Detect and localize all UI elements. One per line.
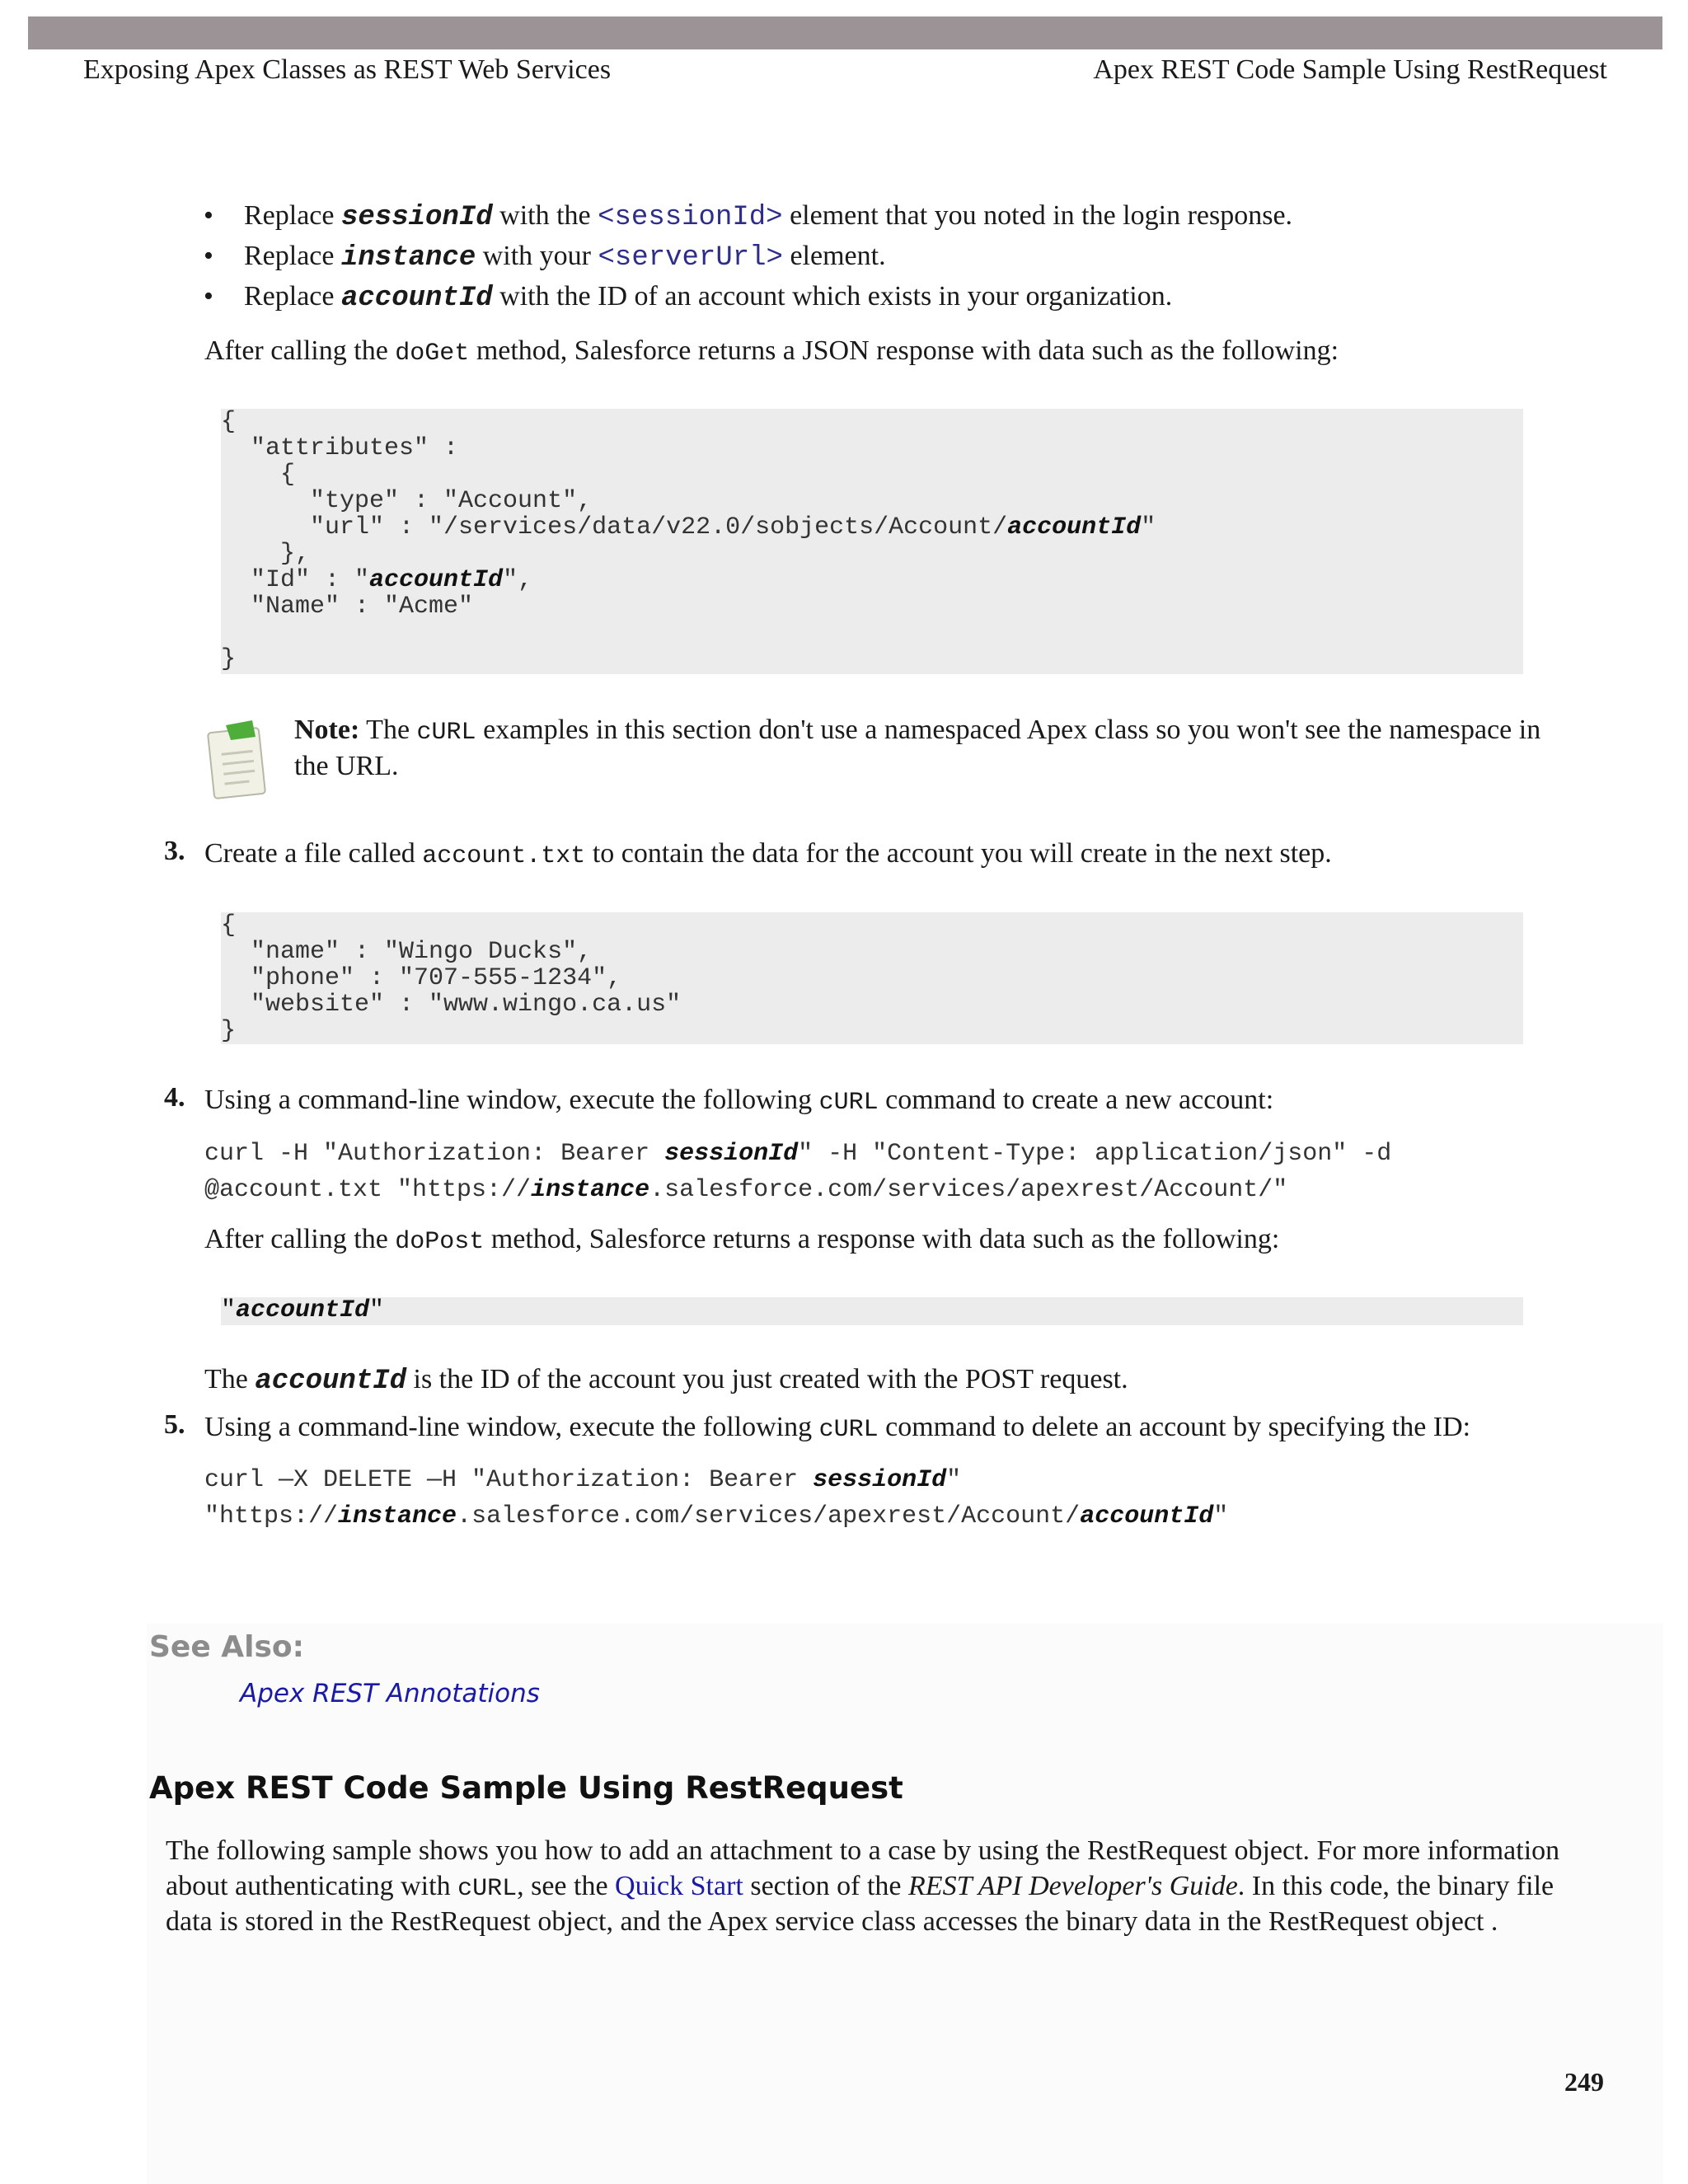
step-number: 4. xyxy=(164,1082,185,1113)
running-header-right: Apex REST Code Sample Using RestRequest xyxy=(1093,54,1607,85)
json-response-code xyxy=(221,409,1523,674)
code-line: } xyxy=(221,1017,237,1045)
bullet-item: Replace sessionId with the <sessionId> element that you noted in the login response. xyxy=(244,200,1293,233)
note-line-2: the URL. xyxy=(294,751,399,781)
account-json-code xyxy=(221,912,1523,1044)
note-icon xyxy=(206,719,272,801)
note-line-1: Note: The cURL examples in this section don't use a namespaced Apex class so you won't see the namespace in xyxy=(294,715,1541,747)
bullet-dot: • xyxy=(204,241,213,271)
apex-rest-annotations-link[interactable]: Apex REST Annotations xyxy=(240,1679,540,1708)
post-response-code xyxy=(221,1297,1523,1325)
step-number: 3. xyxy=(164,836,185,866)
bullet-dot: • xyxy=(204,200,213,231)
section-paragraph-line-3: data is stored in the RestRequest object, and the Apex service class accesses the binary data in the RestRequest object . xyxy=(166,1906,1498,1937)
code-line: } xyxy=(221,645,237,673)
running-header-left: Exposing Apex Classes as REST Web Services xyxy=(83,54,612,85)
paragraph-after-get: After calling the doGet method, Salesforce returns a JSON response with data such as the following: xyxy=(204,335,1339,368)
quick-start-link[interactable]: Quick Start xyxy=(615,1871,743,1901)
paragraph-after-post: After calling the doPost method, Salesforce returns a response with data such as the following: xyxy=(204,1224,1280,1256)
code-line: "phone" : "707-555-1234", xyxy=(221,964,622,992)
code-line: "Name" : "Acme" xyxy=(221,593,474,621)
step-5-text: Using a command-line window, execute the following cURL command to delete an account by specifying the ID: xyxy=(204,1412,1471,1444)
code-line: { xyxy=(221,461,296,489)
see-also-heading: See Also: xyxy=(149,1630,305,1664)
code-line: }, xyxy=(221,540,311,568)
section-paragraph-line-1: The following sample shows you how to add an attachment to a case by using the RestRequest object. For more information xyxy=(166,1835,1560,1866)
bullet-item: Replace instance with your <serverUrl> element. xyxy=(244,241,886,274)
curl-delete-command-line-2: "https://instance.salesforce.com/services/apexrest/Account/accountId" xyxy=(204,1502,1229,1530)
step-4-text: Using a command-line window, execute the following cURL command to create a new account: xyxy=(204,1085,1274,1117)
code-line: { xyxy=(221,408,237,436)
code-line: "url" : "/services/data/v22.0/sobjects/Account/accountId" xyxy=(221,513,1156,541)
code-line: "website" : "www.wingo.ca.us" xyxy=(221,991,682,1019)
bullet-item: Replace accountId with the ID of an account which exists in your organization. xyxy=(244,281,1173,314)
step-number: 5. xyxy=(164,1409,185,1440)
code-line: "accountId" xyxy=(221,1296,385,1324)
code-line: "name" : "Wingo Ducks", xyxy=(221,938,593,966)
top-banner xyxy=(28,16,1662,49)
code-line: "attributes" : xyxy=(221,434,459,462)
page-number: 249 xyxy=(1564,2067,1604,2097)
code-line: "Id" : "accountId", xyxy=(221,566,533,594)
step-3-text: Create a file called account.txt to contain the data for the account you will create in the next step. xyxy=(204,838,1332,870)
section-title: Apex REST Code Sample Using RestRequest xyxy=(149,1770,903,1806)
bullet-dot: • xyxy=(204,281,213,312)
code-line: { xyxy=(221,912,237,940)
section-paragraph-line-2: about authenticating with cURL, see the Quick Start section of the REST API Developer's Guide. In this code, the binary file xyxy=(166,1871,1554,1903)
paragraph-account-id: The accountId is the ID of the account you just created with the POST request. xyxy=(204,1364,1128,1397)
curl-post-command-line-2: @account.txt "https://instance.salesforce.com/services/apexrest/Account/" xyxy=(204,1176,1288,1204)
curl-post-command-line-1: curl -H "Authorization: Bearer sessionId" -H "Content-Type: application/json" -d xyxy=(204,1140,1392,1168)
code-line: "type" : "Account", xyxy=(221,487,593,515)
curl-delete-command-line-1: curl —X DELETE —H "Authorization: Bearer sessionId" xyxy=(204,1466,962,1494)
